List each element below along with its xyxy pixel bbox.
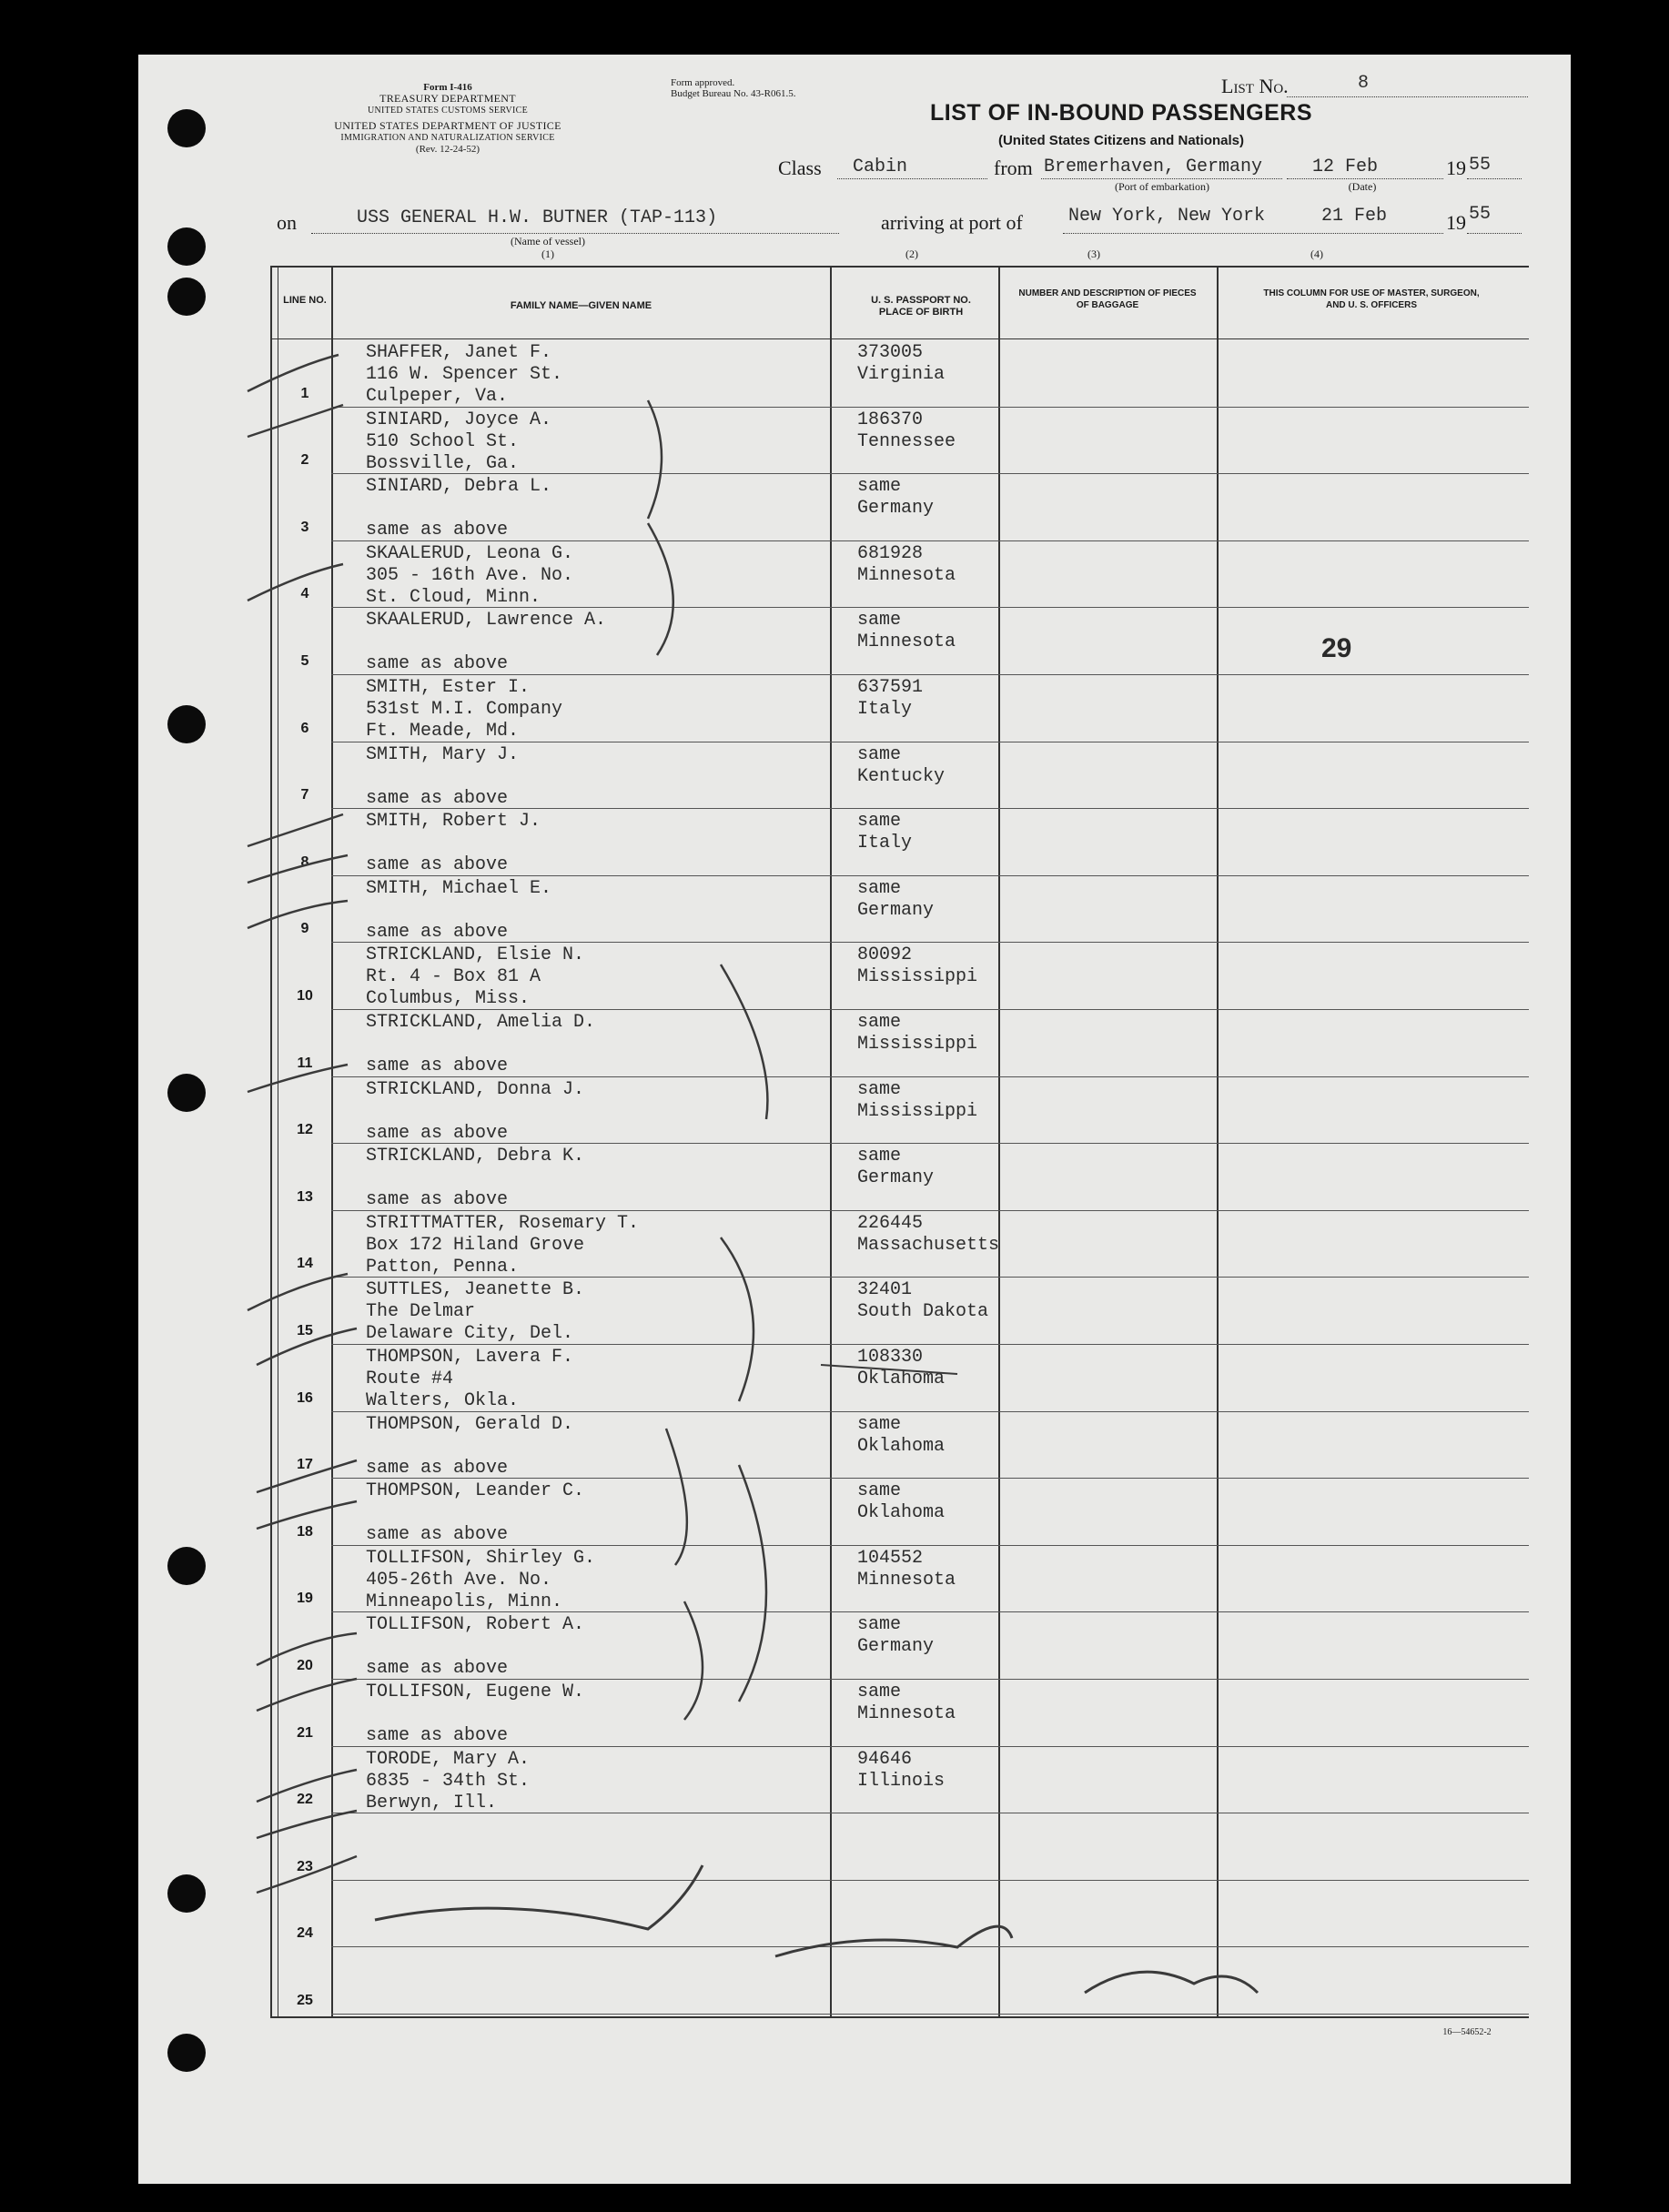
passenger-name: THOMPSON, Leander C. xyxy=(366,1480,585,1502)
line-number: 13 xyxy=(297,1188,313,1205)
place-of-birth: Oklahoma xyxy=(857,1502,946,1524)
ins-service: IMMIGRATION AND NATURALIZATION SERVICE xyxy=(340,133,555,143)
document-title: LIST OF IN-BOUND PASSENGERS xyxy=(929,100,1312,126)
arrival-port: New York, New York xyxy=(1068,206,1266,227)
col4-number: (4) xyxy=(1310,247,1323,260)
passenger-address: 405-26th Ave. No. xyxy=(366,1569,552,1591)
passport-number: same xyxy=(857,610,902,631)
passenger-address: Walters, Okla. xyxy=(366,1390,520,1411)
line-number: 10 xyxy=(297,987,313,1004)
passenger-address: same as above xyxy=(366,921,509,943)
passenger-name: STRICKLAND, Donna J. xyxy=(366,1078,585,1100)
passenger-address: same as above xyxy=(366,1658,509,1680)
passenger-name: SMITH, Robert J. xyxy=(366,811,541,833)
col-header-officers: THIS COLUMN FOR USE OF MASTER, SURGEON, AND U. S. OFFICERS xyxy=(1263,288,1480,310)
passenger-name: SINIARD, Debra L. xyxy=(366,476,552,498)
line-number: 2 xyxy=(300,452,309,469)
stamp-number: 29 xyxy=(1321,633,1352,663)
line-number: 1 xyxy=(300,385,309,401)
arriving-label: arriving at port of xyxy=(881,211,1023,234)
passenger-address: 6835 - 34th St. xyxy=(366,1770,531,1792)
place-of-birth: Mississippi xyxy=(857,1034,978,1055)
passenger-address: same as above xyxy=(366,1524,509,1546)
passenger-name: SKAALERUD, Leona G. xyxy=(366,542,574,564)
passenger-address: 305 - 16th Ave. No. xyxy=(366,564,574,586)
line-number: 12 xyxy=(297,1122,313,1138)
passenger-name: THOMPSON, Lavera F. xyxy=(366,1347,574,1368)
line-number: 15 xyxy=(297,1322,313,1338)
passport-number: same xyxy=(857,1614,902,1636)
passenger-address: same as above xyxy=(366,1055,509,1076)
passport-number: 32401 xyxy=(857,1279,913,1301)
place-of-birth: Illinois xyxy=(857,1770,946,1792)
passenger-name: STRICKLAND, Amelia D. xyxy=(366,1012,596,1033)
passport-number: 226445 xyxy=(857,1212,924,1234)
passport-number: same xyxy=(857,811,902,833)
passenger-name: STRITTMATTER, Rosemary T. xyxy=(366,1212,640,1234)
passenger-name: SUTTLES, Jeanette B. xyxy=(366,1279,585,1301)
place-of-birth: Germany xyxy=(857,1636,935,1658)
line-number: 9 xyxy=(300,921,309,937)
line-number: 14 xyxy=(297,1256,313,1272)
line-number: 19 xyxy=(297,1591,313,1607)
passenger-address: same as above xyxy=(366,1189,509,1211)
passenger-address: St. Cloud, Minn. xyxy=(366,586,541,608)
col3-number: (3) xyxy=(1087,247,1100,260)
passport-number: same xyxy=(857,1480,902,1502)
line-number: 17 xyxy=(297,1457,313,1473)
place-of-birth: Germany xyxy=(857,1167,935,1189)
year-prefix-1: 19 xyxy=(1446,157,1466,179)
col2-number: (2) xyxy=(905,247,918,260)
passenger-address: Bossville, Ga. xyxy=(366,452,520,474)
arrival-year: 55 xyxy=(1469,204,1492,225)
passport-number: 80092 xyxy=(857,944,913,966)
col-header-name: FAMILY NAME—GIVEN NAME xyxy=(510,300,652,311)
passenger-address: Minneapolis, Minn. xyxy=(366,1591,563,1612)
passenger-name: SHAFFER, Janet F. xyxy=(366,342,552,363)
passenger-name: THOMPSON, Gerald D. xyxy=(366,1413,574,1435)
passport-number: same xyxy=(857,743,902,765)
place-of-birth: Minnesota xyxy=(857,1569,956,1591)
line-number: 11 xyxy=(297,1055,313,1071)
passenger-address: Patton, Penna. xyxy=(366,1256,520,1278)
form-number: Form I-416 xyxy=(423,82,472,93)
line-number: 16 xyxy=(297,1389,313,1406)
justice-dept: UNITED STATES DEPARTMENT OF JUSTICE xyxy=(334,119,561,132)
year-prefix-2: 19 xyxy=(1446,211,1466,234)
customs-service: UNITED STATES CUSTOMS SERVICE xyxy=(367,106,529,116)
col-header-line-no: LINE NO. xyxy=(283,295,327,306)
passenger-name: TOLLIFSON, Eugene W. xyxy=(366,1682,585,1702)
line-number: 24 xyxy=(297,1925,313,1942)
passenger-address: same as above xyxy=(366,520,509,541)
line-number: 6 xyxy=(300,720,309,736)
line-number: 25 xyxy=(297,1992,313,2008)
col-header-passport: U. S. PASSPORT NO. PLACE OF BIRTH xyxy=(871,295,971,318)
passenger-name: TORODE, Mary A. xyxy=(366,1748,531,1770)
place-of-birth: Tennessee xyxy=(857,430,956,452)
form-approved: Form approved. xyxy=(671,77,735,88)
passenger-address: same as above xyxy=(366,1725,509,1746)
passenger-address: 510 School St. xyxy=(366,430,520,452)
passenger-name: TOLLIFSON, Shirley G. xyxy=(366,1547,596,1569)
date-caption: (Date) xyxy=(1348,180,1377,193)
passenger-address: Rt. 4 - Box 81 A xyxy=(366,966,541,988)
passenger-address: Berwyn, Ill. xyxy=(366,1792,498,1813)
passenger-address: Route #4 xyxy=(366,1369,454,1389)
place-of-birth: Oklahoma xyxy=(857,1369,946,1389)
col1-number: (1) xyxy=(541,247,554,260)
class-value: Cabin xyxy=(853,157,908,177)
passport-number: 637591 xyxy=(857,677,924,698)
passport-number: same xyxy=(857,877,902,899)
vessel-name: USS GENERAL H.W. BUTNER (TAP-113) xyxy=(357,207,718,228)
passenger-name: STRICKLAND, Elsie N. xyxy=(366,944,585,966)
passport-number: same xyxy=(857,1146,902,1167)
line-number: 5 xyxy=(300,652,309,669)
document-page xyxy=(138,55,1571,2184)
passenger-name: SMITH, Ester I. xyxy=(366,677,531,698)
place-of-birth: Mississippi xyxy=(857,966,978,988)
passenger-address: same as above xyxy=(366,653,509,675)
place-of-birth: Mississippi xyxy=(857,1100,978,1122)
passenger-name: SINIARD, Joyce A. xyxy=(366,409,552,430)
port-caption: (Port of embarkation) xyxy=(1115,180,1209,193)
place-of-birth: Italy xyxy=(857,833,913,854)
embark-date: 12 Feb xyxy=(1312,157,1379,177)
list-no-label: List No. xyxy=(1221,75,1289,97)
passenger-address: 116 W. Spencer St. xyxy=(366,364,563,385)
passenger-address: Box 172 Hiland Grove xyxy=(366,1234,585,1256)
line-number: 7 xyxy=(300,787,309,803)
place-of-birth: Virginia xyxy=(857,364,946,385)
passport-number: 186370 xyxy=(857,409,924,430)
passenger-name: SMITH, Michael E. xyxy=(366,877,552,899)
line-number: 3 xyxy=(300,519,309,535)
budget-bureau: Budget Bureau No. 43-R061.5. xyxy=(671,88,796,99)
passenger-address: Ft. Meade, Md. xyxy=(366,721,520,742)
place-of-birth: Germany xyxy=(857,899,935,921)
place-of-birth: South Dakota xyxy=(857,1301,989,1323)
from-label: from xyxy=(994,157,1033,179)
passenger-name: STRICKLAND, Debra K. xyxy=(366,1146,585,1167)
place-of-birth: Oklahoma xyxy=(857,1435,946,1457)
place-of-birth: Kentucky xyxy=(857,765,946,787)
passenger-name: SMITH, Mary J. xyxy=(366,743,520,765)
passport-number: same xyxy=(857,1413,902,1435)
line-number: 8 xyxy=(300,853,309,870)
handwriting-marks xyxy=(138,55,1571,2184)
passport-number: same xyxy=(857,476,902,498)
passenger-address: same as above xyxy=(366,1457,509,1479)
passport-number: 104552 xyxy=(857,1547,924,1569)
passenger-address: Delaware City, Del. xyxy=(366,1323,574,1345)
class-label: Class xyxy=(778,157,822,179)
passport-number: 373005 xyxy=(857,342,924,363)
passenger-address: same as above xyxy=(366,1122,509,1144)
passport-number: 94646 xyxy=(857,1748,913,1770)
passport-number: 681928 xyxy=(857,542,924,564)
passport-number: same xyxy=(857,1012,902,1033)
line-number: 23 xyxy=(297,1858,313,1874)
passenger-address: Columbus, Miss. xyxy=(366,988,531,1010)
document-subtitle: (United States Citizens and Nationals) xyxy=(997,133,1245,148)
treasury-dept: TREASURY DEPARTMENT xyxy=(379,92,516,105)
line-number: 22 xyxy=(297,1792,313,1808)
passport-number: same xyxy=(857,1682,902,1702)
list-no-value: 8 xyxy=(1358,73,1370,94)
revision: (Rev. 12-24-52) xyxy=(415,144,480,155)
place-of-birth: Massachusetts xyxy=(857,1234,1000,1256)
line-number: 4 xyxy=(300,586,309,602)
footer-code: 16—54652-2 xyxy=(1442,2027,1492,2037)
place-of-birth: Germany xyxy=(857,498,935,520)
line-number: 20 xyxy=(297,1657,313,1673)
place-of-birth: Minnesota xyxy=(857,1703,956,1724)
place-of-birth: Minnesota xyxy=(857,564,956,586)
embark-year: 55 xyxy=(1469,155,1492,176)
passenger-address: The Delmar xyxy=(366,1301,476,1323)
on-label: on xyxy=(277,211,297,234)
passenger-name: TOLLIFSON, Robert A. xyxy=(366,1614,585,1636)
embark-port: Bremerhaven, Germany xyxy=(1044,157,1263,177)
passenger-address: Culpeper, Va. xyxy=(366,386,509,407)
place-of-birth: Italy xyxy=(857,699,913,720)
place-of-birth: Minnesota xyxy=(857,631,956,653)
passport-number: same xyxy=(857,1078,902,1100)
passenger-name: SKAALERUD, Lawrence A. xyxy=(366,610,607,631)
line-number: 18 xyxy=(297,1523,313,1540)
arrival-date: 21 Feb xyxy=(1321,206,1388,227)
passport-number: 108330 xyxy=(857,1347,924,1368)
passenger-address: same as above xyxy=(366,787,509,809)
passenger-address: 531st M.I. Company xyxy=(366,699,563,720)
vessel-caption: (Name of vessel) xyxy=(511,235,585,247)
passenger-address: same as above xyxy=(366,854,509,876)
line-number: 21 xyxy=(297,1724,313,1741)
col-header-baggage: NUMBER AND DESCRIPTION OF PIECES OF BAGGAGE xyxy=(1018,288,1197,310)
